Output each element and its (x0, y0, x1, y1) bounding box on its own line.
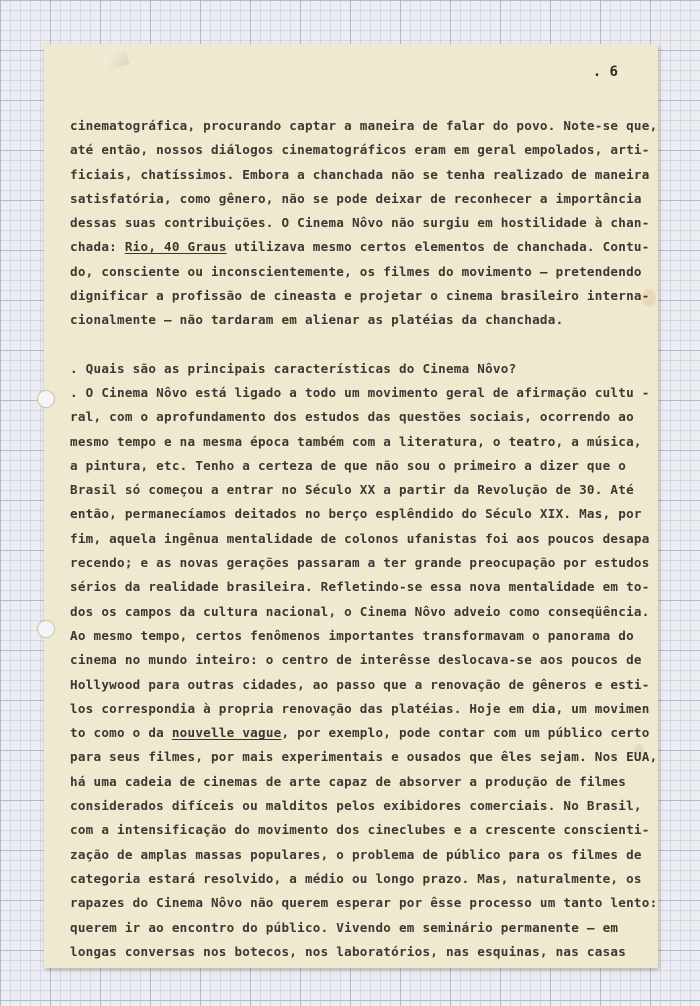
punch-hole (37, 390, 55, 408)
text-segment: ficiais, chatíssimos. Embora a chanchada não se tenha realizado de maneira (70, 166, 650, 182)
text-segment: considerados difíceis ou malditos pelos exibidores comerciais. No Brasil, (70, 798, 642, 814)
text-segment: do, consciente ou inconscientemente, os filmes do movimento — pretendendo (70, 263, 642, 279)
text-segment: chada: (70, 239, 125, 255)
text-segment: sérios da realidade brasileira. Refletindo-se essa nova mentalidade em to- (70, 579, 650, 595)
text-line (70, 843, 642, 867)
text-line (70, 454, 630, 478)
text-line (70, 405, 634, 429)
text-line (70, 260, 642, 284)
underlined-title: nouvelle vague (171, 725, 282, 741)
text-line (70, 187, 642, 211)
text-segment: até então, nossos diálogos cinematográficos eram em geral empolados, arti- (70, 142, 650, 158)
text-line (70, 575, 650, 599)
text-segment: los correspondia à propria renovação das platéias. Hoje em dia, um movimen (70, 700, 650, 716)
text-segment: cinematográfica, procurando captar a maneira de falar do povo. Note-se que, (70, 118, 658, 133)
text-line (70, 745, 658, 769)
text-segment: to como o da (70, 725, 172, 741)
text-line (70, 697, 650, 721)
text-segment: há uma cadeia de cinemas de arte capaz de absorver a produção de filmes (70, 773, 627, 789)
text-segment: com a intensificação do movimento dos cineclubes e a crescente conscienti- (70, 822, 650, 838)
text-segment: querem ir ao encontro do público. Vivendo em seminário permanente — em (70, 919, 619, 935)
text-segment: utilizava mesmo certos elementos de chanchada. Contu- (226, 239, 650, 255)
text-line (70, 770, 630, 794)
text-line (70, 430, 642, 454)
text-segment: longas conversas nos botecos, nos laboratórios, nas esquinas, nas casas (70, 943, 627, 959)
text-line (70, 940, 630, 964)
text-line (70, 114, 658, 138)
text-line (70, 138, 650, 162)
paragraph-2 (70, 381, 658, 964)
text-line (70, 284, 650, 308)
text-line (70, 916, 630, 940)
text-line (70, 381, 650, 405)
text-line (70, 648, 642, 672)
page-number: . 6 (592, 64, 618, 80)
text-segment: dignificar a profissão de cineasta e projetar o cinema brasileiro interna- (70, 288, 650, 304)
text-segment: a pintura, etc. Tenho a certeza de que não sou o primeiro a dizer que o (70, 457, 627, 473)
text-segment: Ao mesmo tempo, certos fenômenos importantes transformavam o panorama do (70, 627, 634, 643)
text-line (70, 794, 642, 818)
text-segment: dos os campos da cultura nacional, o Cinema Nôvo adveio como conseqüência. (70, 603, 650, 619)
text-line (70, 502, 642, 526)
underlined-title: Rio, 40 Graus (124, 239, 227, 255)
text-segment: cinema no mundo inteiro: o centro de interêsse deslocava-se aos poucos de (70, 652, 642, 668)
text-segment: Brasil só começou a entrar no Século XX a partir da Revolução de 30. Até (70, 482, 634, 498)
text-segment: Hollywood para outras cidades, ao passo que a renovação de gêneros e esti- (70, 676, 650, 692)
typewritten-page (44, 44, 658, 968)
text-line (70, 235, 650, 259)
punch-hole (37, 620, 55, 638)
text-line (70, 867, 642, 891)
text-segment: recendo; e as novas gerações passaram a ter grande preocupação por estudos (70, 555, 650, 571)
text-segment: . O Cinema Nôvo está ligado a todo um movimento geral de afirmação cultu - (70, 384, 650, 400)
text-line (70, 673, 650, 697)
text-line (70, 600, 650, 624)
text-segment: categoria estará resolvido, a médio ou longo prazo. Mas, naturalmente, os (70, 870, 642, 886)
question-line: . Quais são as principais características do Cinema Nôvo? (70, 360, 517, 376)
text-segment: mesmo tempo e na mesma época também com a literatura, o teatro, a música, (70, 433, 642, 449)
text-line (70, 211, 650, 235)
body-text (70, 114, 658, 964)
text-line (70, 527, 650, 551)
paragraph-gap (70, 333, 630, 357)
text-segment: ral, com o aprofundamento dos estudos das questões sociais, ocorrendo ao (70, 409, 634, 425)
text-segment: então, permanecíamos deitados no berço esplêndido do Século XIX. Mas, por (70, 506, 642, 522)
text-line (70, 163, 650, 187)
text-line (70, 721, 650, 745)
text-segment: dessas suas contribuições. O Cinema Nôvo não surgiu em hostilidade à chan- (70, 215, 650, 231)
text-line (70, 818, 650, 842)
text-line (70, 891, 658, 915)
text-segment: zação de amplas massas populares, o problema de público para os filmes de (70, 846, 642, 862)
text-line (70, 624, 634, 648)
text-segment: satisfatória, como gênero, não se pode deixar de reconhecer a importância (70, 190, 642, 206)
text-segment: cionalmente — não tardaram em alienar as platéias da chanchada. (70, 312, 564, 328)
text-segment: fim, aquela ingênua mentalidade de colonos ufanistas foi aos poucos desapa (70, 530, 650, 546)
text-segment: rapazes do Cinema Nôvo não querem esperar por êsse processo um tanto lento: (70, 895, 658, 911)
paragraph-1 (70, 114, 658, 333)
text-segment: , por exemplo, pode contar com um público certo (281, 725, 650, 741)
text-line (70, 478, 634, 502)
text-segment: para seus filmes, por mais experimentais e ousados que êles sejam. Nos EUA, (70, 749, 658, 765)
text-line (70, 551, 650, 575)
paper-tear (102, 51, 129, 72)
text-line (70, 308, 630, 332)
